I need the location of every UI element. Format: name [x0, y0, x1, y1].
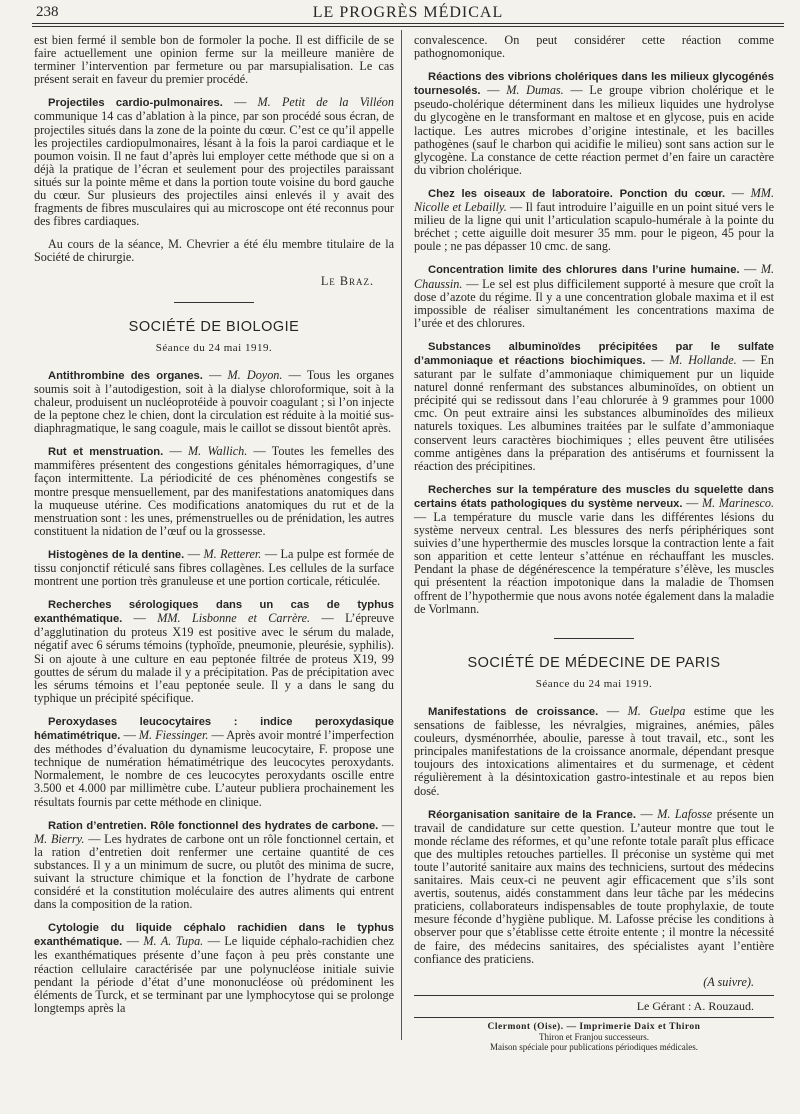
article-text: Tous les organes soumis soit à l’autodigestion, soit à la dialyse chloroformique, soit à la chaleur, produisent un nucléoprotéide à pouvoir coagulant ; si l’on injecte de la peptone chez le chien, dont la circulation est réduite à la moitié sus-diaphragmatique, le sang coagule, mais le caillot se dissout bientôt après. [34, 367, 395, 436]
article-title: Rut et menstruation. [48, 446, 164, 459]
article-title: Cytologie du liquide céphalo rachidien dans le typhus exanthématique. [34, 922, 394, 949]
article: Chez les oiseaux de laboratoire. Ponction du cœur. — MM. Nicolle et Lebailly. — Il faut introduire l’aiguille en un point situé vers le milieu de la ligne qui unit l’articulation scapulo-humérale à la pointe du bréchet ; cette aiguille doit mesurer 35 mm. pour le pigeon, 45 pour la poule ; ne pas dépasser 10 cmc. de sang. [414, 185, 775, 254]
article: Histogènes de la dentine. — M. Retterer. — La pulpe est formée de tissu conjonctif réticulé sans fibres collagènes. Les cellules de la surface montrent une portion très granuleuse et une portion corticale, réticulée. [34, 546, 394, 589]
paragraph: est bien fermé il semble bon de formoler la poche. Il est difficile de se faire actuellement une opinion ferme sur la meilleure manière de terminer l’intervention par fermeture ou par marsupialisation. Le cas présent serait en faveur du premier procédé. [34, 33, 394, 87]
paragraph: Au cours de la séance, M. Chevrier a été élu membre titulaire de la Société de chirurgie. [34, 237, 394, 265]
article-author: M. Retterer. [203, 546, 262, 561]
article-text: estime que les sensations de faiblesse, les névralgies, migraines, anémies, pâles couleurs, dysménorrhée, aboulie, paresse à tout travail, etc., sont les principales manifestations de la croissance anormale, dépendant presque toujours des intoxications alimentaires et du surmenage, et cèdent régulièrement à la désintoxication gastro-intestinale et au repos bien dosé. [414, 703, 775, 798]
section-date: Séance du 24 mai 1919. [535, 677, 653, 690]
article-author: M. Wallich. [187, 444, 248, 459]
article-text: Après avoir montré l’imperfection des méthodes d’évaluation du dynamisme leucocytaire, F. propose une technique de numération hématimétrique des leucocytes peroxydants. Normalement, le nombre de ces leucocytes peroxydants oscille entre 3.500 et 4.000 par millimètre cube. L’auteur publiera prochainement les résultats fournis par cette méthode en clinique. [34, 728, 394, 809]
imprint-specialty: Maison spéciale pour publications périodiques médicales. [490, 1041, 698, 1052]
article-text: La température du muscle varie dans les différentes lésions du système nerveux central. Les blessures des nerfs périphériques sont suivies d’une hyperthermie des muscles lorsque la contraction lente a fait son apparition et cette lenteur s’atténue en réchauffant les muscles. Pendant la phase de dégénérescence la température s’élève, les muscles qui présentent la réaction impotonique dans la maladie de Thomsen offrent de l’hypothermie que nous avons notée également dans la maladie de Vorlmann. [414, 510, 775, 616]
article-author: M. Marinesco. [701, 495, 775, 510]
article-title: Peroxydases leucocytaires : indice peroxydasique hématimétrique. [34, 715, 394, 743]
section-rule [554, 638, 634, 639]
article-author: M. Dumas. [506, 83, 564, 98]
article: Réorganisation sanitaire de la France. — M. Lafosse présente un travail de candidature sur cette question. L’auteur montre que tout le monde réclame des réformes, et qu’une refonte totale paraît plus efficace que des multiples retouches partielles. Il préconise un système qui met toute l’autorité sanitaire aux mains des techniciens, surtout des médecins sanitaires. Mais ceux-ci ne peuvent agir efficacement que s’ils sont avertis, soutenus, aidés constamment dans leur tâche par les médecins praticiens, collaborateurs indispensables de toute prophylaxie, de toute mesure féconde d’hygiène publique. M. Lafosse précise les conditions à observer pour que s’établisse cette étroite entente ; il montre la nécessité de faire, des médecins sanitaires, des spécialistes ayant l’entière confiance des praticiens. [414, 806, 774, 966]
paragraph: convalescence. On peut considérer cette réaction comme pathognomonique. [414, 33, 774, 61]
header-rule-thin [32, 26, 784, 27]
article-author: M. Fiessinger. [138, 728, 209, 743]
article-title: Concentration limite des chlorures dans l’urine humaine. [428, 264, 740, 277]
section-rule [174, 302, 254, 303]
article: Cytologie du liquide céphalo rachidien dans le typhus exanthématique. — M. A. Tupa. — Le liquide céphalo-rachidien chez les exanthématiques présente d’une façon à peu près constante une réaction cellulaire caractérisée par une polynucléose initiale suivie pendant la période d’état d’une mononucléose où prédominent les éléments de Turck, et se terminant par une lymphocytose qui se prolonge longtemps après la [34, 922, 395, 1015]
article-author: MM. Lisbonne et Carrère. [157, 611, 311, 626]
article: Manifestations de croissance. — M. Guelpa estime que les sensations de faiblesse, les névralgies, migraines, anémies, pâles couleurs, dysménorrhée, aboulie, paresse à tout travail, etc., sont les principales manifestations de la croissance anormale, dépendant presque toujours des intoxications alimentaires et du surmenage, et cèdent régulièrement à la désintoxication gastro-intestinale et au repos bien dosé. [414, 703, 775, 798]
article: Substances albuminoïdes précipitées par le sulfate d’ammoniaque et réactions biochimiques. — M. Hollande. — En saturant par le sulfate d’ammoniaque chimiquement pur un liquide naturel donné renfermant des substances albuminoïdes, on obtient un précipité qui se redissout dans l’eau chlorurée à 9 grammes pour 1000 cmc. On peut extraire ainsi les substances albuminoïdes des milieux naturels toxiques. Les albumines traitées par le sulfate d’ammoniaque conservent leurs caractères biochimiques ; elles peuvent être utilisées comme antigènes dans la préparation des antisérums et fournissent la réaction des précipitines. [414, 340, 775, 473]
article-title: Manifestations de croissance. [428, 705, 599, 718]
imprint-rule [414, 1017, 774, 1018]
imprint [414, 1021, 774, 1052]
left-column [34, 34, 394, 1025]
article-text: communique 14 cas d’ablation à la pince, par son procédé sous écran, de projectiles situés dans la zone de la pointe du cœur. C’est ce qu’il appelle les projectiles cardiopulmonaires, lésant à la fois la paroi cardiaque et le poumon voisin. Il ne faut d’après lui employer cette méthode que si on a déjà la pratique de l’écran et seulement pour des projectiles paraissant situés sur la pointe même et dans la portion toute voisine du bord gauche du cœur. Sur plusieurs des projectiles ainsi enlevés il y avait des fragments de fibres musculaires qui au microscope ont été reconnus pour des fibres cardiaques. [34, 109, 394, 229]
article-author: M. Lafosse [657, 806, 713, 821]
header-rule [32, 23, 784, 24]
section-title: SOCIÉTÉ DE BIOLOGIE [128, 318, 300, 335]
right-column [414, 34, 774, 1052]
column-divider [401, 30, 402, 1040]
section-title: SOCIÉTÉ DE MÉDECINE DE PARIS [467, 654, 721, 671]
article: Peroxydases leucocytaires : indice peroxydasique hématimétrique. — M. Fiessinger. — Après avoir montré l’imperfection des méthodes d’évaluation du dynamisme leucocytaire, F. propose une technique de numération hématimétrique des leucocytes peroxydants. Normalement, le nombre de ces leucocytes peroxydants oscille entre 3.500 et 4.000 par millimètre cube. L’auteur publiera prochainement les résultats fournis par cette méthode en clinique. [34, 715, 394, 809]
article-title: Réactions des vibrions cholériques dans les milieux glycogénés tournesolés. [414, 71, 774, 98]
article-author: MM. Nicolle et Lebailly. [414, 185, 774, 215]
article-title: Recherches sérologiques dans un cas de typhus exanthématique. [34, 599, 394, 626]
article-text: Toutes les femelles des mammifères présentent des congestions génitales hémorragiques, d’une façon intermittente. La périodicité de ces phénomènes congestifs se montre presque mensuellement, par des manifestations anatomiques dans la muqueuse utérine. Ces modifications anatomiques du rut et de la menstruation sont : les unes, prémenstruelles ou de prénidation, les autres constituent la nidation de l’œuf ou la grossesse. [34, 444, 394, 538]
article-projectiles: Projectiles cardio-pulmonaires. — M. Petit de la Villéon communique 14 cas d’ablation à la pince, par son procédé sous écran, de projectiles situés dans la zone de la pointe du cœur. C’est ce qu’il appelle les projectiles cardiopulmonaires, lésant à la fois la paroi cardiaque et le poumon voisin. Il ne faut d’après lui employer cette méthode que si on a déjà la pratique de l’écran et seulement pour des projectiles paraissant situés sur la pointe même et dans la portion toute voisine du bord gauche du cœur. Sur plusieurs des projectiles ainsi enlevés il y avait des fragments de fibres musculaires qui au microscope ont été reconnus pour des fibres cardiaques. [34, 95, 394, 229]
signature: Le Braz. [320, 273, 374, 288]
article-text: En saturant par le sulfate d’ammoniaque chimiquement pur un liquide naturel donné renfermant des substances albuminoïdes, on obtient un précipité qui se redissout dans l’eau chlorurée à 9 grammes pour 1000 cmc. On peut extraire ainsi les substances albuminoïdes des milieux naturels toxiques. Les albumines traitées par le sulfate d’ammoniaque conservent leurs caractères biochimiques ; elles peuvent être utilisées comme antigènes dans la préparation des antisérums et fournissent la réaction des précipitines. [414, 352, 775, 473]
article-text: La pulpe est formée de tissu conjonctif réticulé sans fibres collagènes. Les cellules de la surface montrent une portion très granuleuse et une portion corticale, réticulée. [34, 546, 394, 589]
article-title: Projectiles cardio-pulmonaires. [48, 97, 223, 110]
journal-title: LE PROGRÈS MÉDICAL [312, 4, 504, 21]
article-author: M. A. Tupa. [143, 934, 204, 949]
article-author: M. Chaussin. [414, 262, 775, 291]
article-text: Il faut introduire l’aiguille en un point situé vers le milieu de la ligne qui unit l’articulation scapulo-humérale à la pointe du bréchet ; cette aiguille doit mesurer 35 mm. pour le pigeon, 45 pour la poule ; ne pas dépasser 10 cmc. de sang. [414, 200, 775, 254]
article-title: Recherches sur la température des muscles du squelette dans certains états pathologiques du système nerveux. [414, 483, 774, 510]
article-title: Histogènes de la dentine. [48, 548, 185, 561]
article: Ration d’entretien. Rôle fonctionnel des hydrates de carbone. — M. Bierry. — Les hydrates de carbone ont un rôle fonctionnel certain, et la ration d’entretien doit renfermer une certaine quantité de ces substances. Il y a un minimum de sucre, ou plutôt des minima de sucre, suivant la structure chimique et la fonction de l’hydrate de carbone considéré et la constitution moléculaire des autres aliments qui entrent dans la composition de la ration. [34, 817, 395, 912]
article: Rut et menstruation. — M. Wallich. — Toutes les femelles des mammifères présentent des congestions génitales hémorragiques, d’une façon intermittente. La périodicité de ces phénomènes congestifs se montre presque mensuellement, par des manifestations anatomiques dans la muqueuse utérine. Ces modifications anatomiques du rut et de la menstruation sont : les unes, prémenstruelles ou de prénidation, les autres constituent la nidation de l’œuf ou la grossesse. [34, 444, 394, 538]
to-be-continued: (A suivre). [703, 974, 754, 989]
article-author: M. Guelpa [627, 703, 686, 718]
article-text: Le liquide céphalo-rachidien chez les exanthématiques présente d’une façon à peu près constante une réaction cellulaire caractérisée par une polynucléose initiale suivie pendant la période d’état d’une mononucléose où prédominent les éléments de Turck, et se terminant par une lymphocytose qui se prolonge longtemps après la [34, 934, 395, 1015]
article-text: présente un travail de candidature sur cette question. L’auteur montre que tout le monde réclame des réformes, et qu’une refonte totale paraît plus efficace que des multiples retouches partielles. Il préconise un système qui met toute l’autorité sanitaire aux mains des techniciens, surtout des médecins sanitaires. Mais ceux-ci ne peuvent agir efficacement que s’ils sont avertis, soutenus, aidés constamment dans leur tâche par les médecins praticiens, collaborateurs indispensables de toute prophylaxie, de toute mesure féconde d’hygiène publique. M. Lafosse précise les conditions à observer pour que s’établisse cette étroite entente ; il montre la nécessité de faire, des médecins sanitaires, des spécialistes ayant l’entière confiance des praticiens. [414, 806, 774, 966]
section-date: Séance du 24 mai 1919. [155, 341, 273, 354]
article: Réactions des vibrions cholériques dans les milieux glycogénés tournesolés. — M. Dumas. — Le groupe vibrion cholérique et le pseudo-cholérique déterminent dans les milieux liquides une hydrolyse du glycogène en le transformant en maltose et en glycose, puis en acide lactique. Les autres microbes d’origine intestinale, et les bacilles pathogènes (sauf le charbon qui acidifie le milieu) sont sans action sur le glycogène. La constance de cette réaction permet d’en faire un caractère du vibrion cholérique. [414, 71, 775, 177]
article-text: Le sel est plus difficilement supporté à mesure que croît la dose d’azote du régime. Il y a une concentration globale maxima et il est impossible de réaliser simultanément les concentrations maxima de l’urée et des chlorures. [414, 276, 774, 330]
article-author: M. Doyon. [227, 367, 283, 382]
article-author: M. Petit de la Villéon [257, 95, 394, 110]
article: Recherches sur la température des muscles du squelette dans certains états pathologiques du système nerveux. — M. Marinesco. — La température du muscle varie dans les différentes lésions du système nerveux central. Les blessures des nerfs périphériques sont suivies d’une hyperthermie des muscles lorsque la contraction lente a fait son apparition et cette lenteur s’atténue en réchauffant les muscles. Pendant la phase de dégénérescence la température s’élève, les muscles qui présentent la réaction impotonique dans la maladie de Thomsen offrent de l’hypothermie que nous avons notée également dans la maladie de Vorlmann. [414, 483, 775, 616]
gerant-line: Le Gérant : A. Rouzaud. [636, 998, 754, 1013]
imprint-successors: Thiron et Franjou successeurs. [539, 1031, 649, 1042]
article-text: Le groupe vibrion cholérique et le pseudo-cholérique déterminent dans les milieux liquides une hydrolyse du glycogène en le transformant en maltose et en glycose, puis en acide lactique. Les autres microbes d’origine intestinale, et les bacilles pathogènes (sauf le charbon qui acidifie le milieu) sont sans action sur le glycogène. La constance de cette réaction permet d’en faire un caractère du vibrion cholérique. [414, 83, 775, 177]
imprint-printer: Clermont (Oise). — Imprimerie Daix et Thiron [487, 1021, 701, 1032]
article-author: M. Hollande. [669, 352, 737, 367]
page-header [32, 4, 784, 22]
article-author: M. Bierry. [34, 831, 85, 846]
article-title: Antithrombine des organes. [48, 369, 203, 382]
footer-rule [414, 995, 774, 996]
article: Recherches sérologiques dans un cas de typhus exanthématique. — MM. Lisbonne et Carrère. — L’épreuve d’agglutination du proteus X19 est positive avec le sérum du malade, négatif avec 6 sérums témoins (typhoïde, pneumonie, pleurésie, syphilis). Si on ajoute à une culture en eau peptonée filtrée de proteus X19, 99 gouttes de sérum du malade il y a précipitation. Pas de précipitation avec les sérums témoins et l’eau peptonée seule. Il y a dans le sang du typhique un précipité spécifique. [34, 599, 395, 705]
article-title: Chez les oiseaux de laboratoire. Ponction du cœur. [428, 187, 726, 200]
article: Concentration limite des chlorures dans l’urine humaine. — M. Chaussin. — Le sel est plus difficilement supporté à mesure que croît la dose d’azote du régime. Il y a une concentration globale maxima et il est impossible de réaliser simultanément les concentrations maxima de l’urée et des chlorures. [414, 262, 775, 330]
article-text: Les hydrates de carbone ont un rôle fonctionnel certain, et la ration d’entretien doit renfermer une certaine quantité de ces substances. Il y a un minimum de sucre, ou plutôt des minima de sucre, suivant la structure chimique et la fonction de l’hydrate de carbone considéré et la constitution moléculaire des autres aliments qui entrent dans la composition de la ration. [34, 831, 394, 912]
article: Antithrombine des organes. — M. Doyon. — Tous les organes soumis soit à l’autodigestion, soit à la dialyse chloroformique, soit à la chaleur, produisent un nucléoprotéide à pouvoir coagulant ; si l’on injecte de la peptone chez le chien, dont la circulation est réduite à la moitié sus-diaphragmatique, le sang coagule, mais le caillot se dissout bientôt après. [34, 367, 395, 436]
article-title: Ration d’entretien. Rôle fonctionnel des hydrates de carbone. [48, 819, 379, 832]
article-text: L’épreuve d’agglutination du proteus X19 est positive avec le sérum du malade, négatif avec 6 sérums témoins (typhoïde, pneumonie, pleurésie, syphilis). Si on ajoute à une culture en eau peptonée filtrée de proteus X19, 99 gouttes de sérum du malade il y a précipitation. Pas de précipitation avec les sérums témoins et l’eau peptonée seule. Il y a dans le sang du typhique un précipité spécifique. [34, 611, 395, 705]
article-title: Substances albuminoïdes précipitées par le sulfate d’ammoniaque et réactions biochimiques. [414, 340, 774, 367]
article-title: Réorganisation sanitaire de la France. [428, 808, 636, 821]
page-number: 238 [36, 4, 59, 20]
